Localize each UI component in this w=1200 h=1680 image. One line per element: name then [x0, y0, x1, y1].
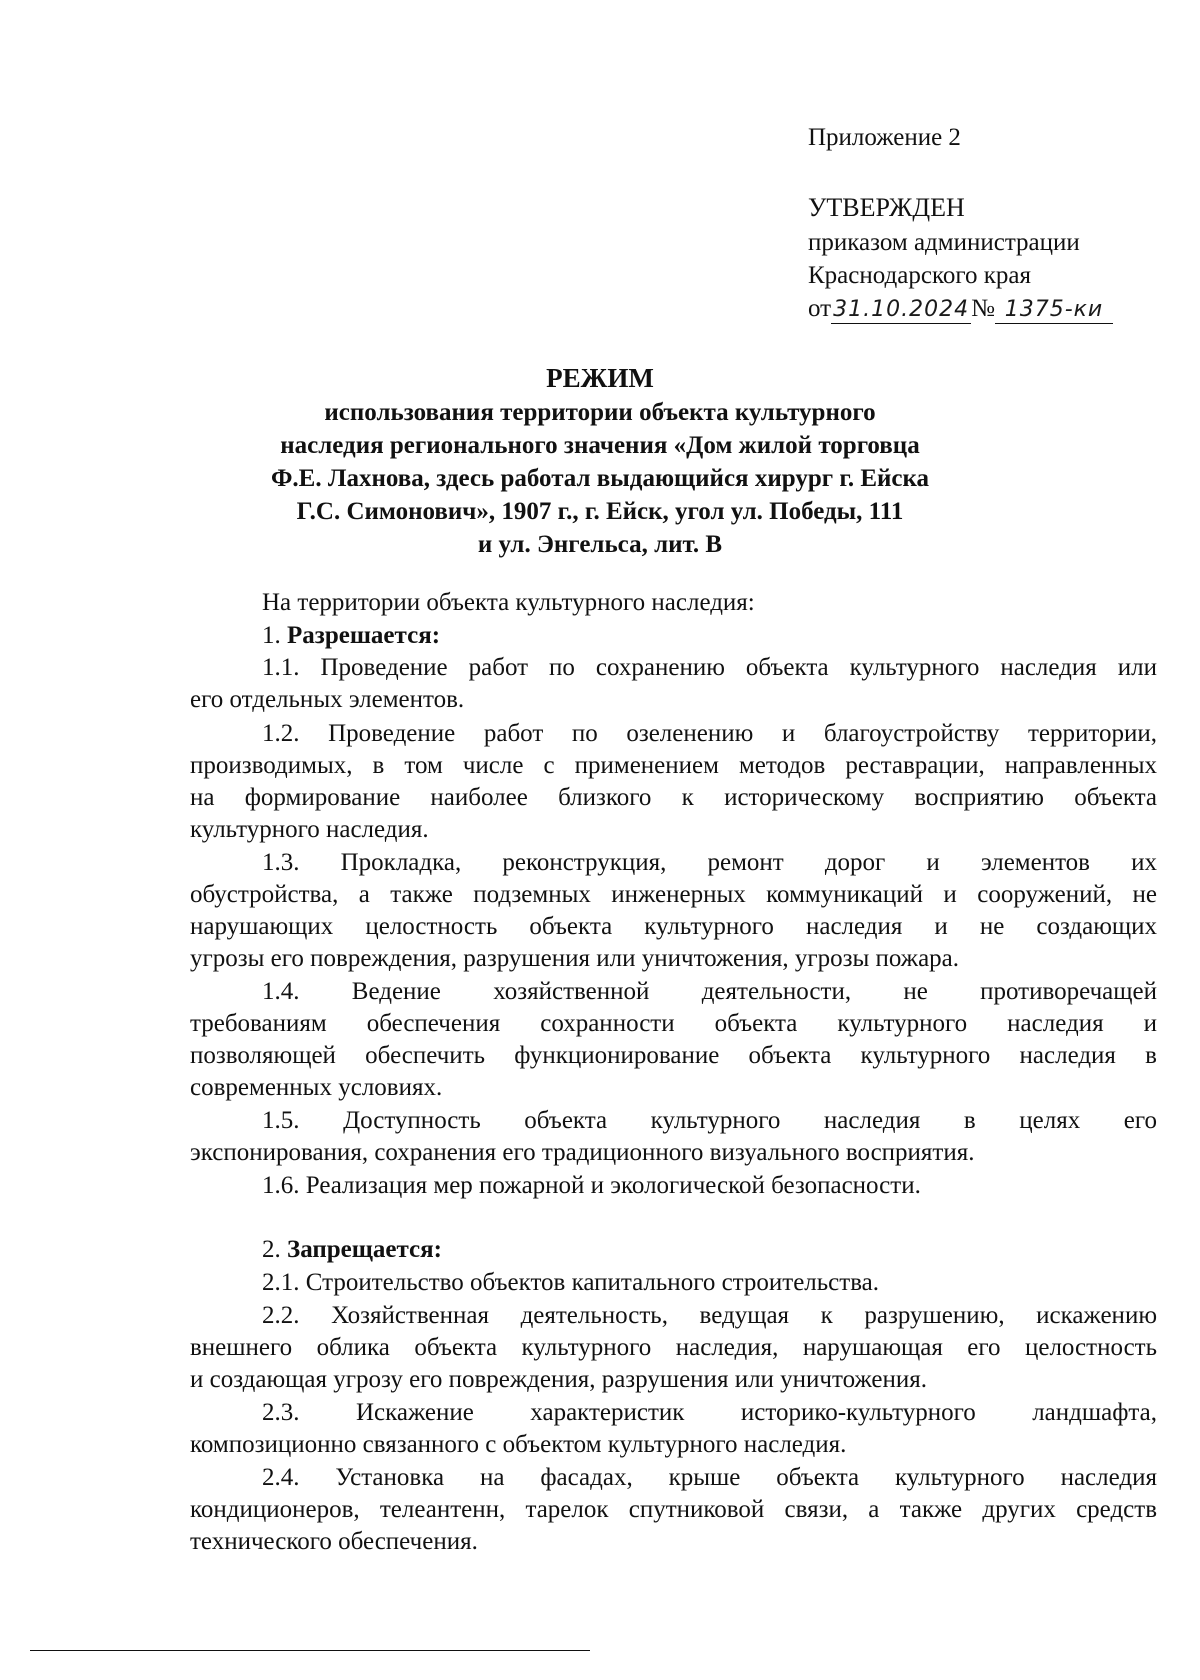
date-prefix: от [808, 295, 832, 322]
item-1-3-line-3: нарушающих целостность объекта культурного наследия и не создающих [190, 913, 1157, 940]
footer-divider [30, 1650, 590, 1651]
item-2-4-line-2: кондиционеров, телеантенн, тарелок спутниковой связи, а также других средств [190, 1496, 1157, 1523]
item-2-1: 2.1. Строительство объектов капитального строительства. [262, 1269, 880, 1296]
section-1-number: 1. [262, 622, 281, 649]
item-2-2-line-3: и создающая угрозу его повреждения, разрушения или уничтожения. [190, 1366, 928, 1393]
section-1-heading [262, 620, 1200, 652]
section-2-title: Запрещается: [287, 1236, 443, 1263]
title-line-5: и ул. Энгельса, лит. В [477, 531, 723, 558]
item-1-2-line-4: культурного наследия. [190, 816, 429, 843]
item-1-2-line-3: на формирование наиболее близкого к историческому восприятию объекта [190, 784, 1157, 811]
item-1-3-line-4: угрозы его повреждения, разрушения или уничтожения, угрозы пожара. [190, 945, 960, 972]
item-2-2-line-1: 2.2. Хозяйственная деятельность, ведущая к разрушению, искажению [262, 1302, 1157, 1329]
item-1-3-line-1: 1.3. Прокладка, реконструкция, ремонт дорог и элементов их [262, 849, 1157, 876]
title-line-1: использования территории объекта культурного [324, 399, 876, 426]
item-2-3-line-2: композиционно связанного с объектом культурного наследия. [190, 1431, 847, 1458]
title-line-3: Ф.Е. Лахнова, здесь работал выдающийся хирург г. Ейска [270, 465, 930, 492]
item-2-3-line-1: 2.3. Искажение характеристик историко-культурного ландшафта, [262, 1399, 1157, 1426]
item-1-1-line-2: его отдельных элементов. [190, 686, 465, 713]
item-1-1-line-1: 1.1. Проведение работ по сохранению объекта культурного наследия или [262, 654, 1157, 681]
item-2-4-line-3: технического обеспечения. [190, 1528, 478, 1555]
approved-label: УТВЕРЖДЕН [808, 193, 965, 222]
item-1-6: 1.6. Реализация мер пожарной и экологической безопасности. [262, 1172, 921, 1199]
title-line-2: наследия регионального значения «Дом жилой торговца [280, 432, 920, 459]
item-1-4-line-1: 1.4. Ведение хозяйственной деятельности, не противоречащей [262, 978, 1157, 1005]
section-1-title: Разрешается: [287, 622, 441, 649]
appendix-label: Приложение 2 [808, 124, 961, 151]
item-1-4-line-4: современных условиях. [190, 1074, 443, 1101]
order-date: 31.10.2024 [831, 297, 971, 324]
item-2-4-line-1: 2.4. Установка на фасадах, крыше объекта культурного наследия [262, 1464, 1157, 1491]
intro-text: На территории объекта культурного наследия: [262, 589, 755, 616]
item-1-2-line-1: 1.2. Проведение работ по озеленению и благоустройству территории, [262, 720, 1157, 747]
order-line-2: Краснодарского края [808, 262, 1031, 289]
section-2-number: 2. [262, 1236, 281, 1263]
item-1-5-line-2: экспонирования, сохранения его традиционного визуального восприятия. [190, 1139, 975, 1166]
title-line-4: Г.С. Симонович», 1907 г., г. Ейск, угол ул. Победы, 111 [296, 498, 904, 525]
order-date-number [808, 293, 1113, 325]
number-sign: № [971, 295, 995, 322]
item-1-3-line-2: обустройства, а также подземных инженерных коммуникаций и сооружений, не [190, 881, 1157, 908]
order-number: 1375-ки [995, 297, 1113, 324]
document-title: РЕЖИМ [546, 363, 654, 393]
item-1-4-line-3: позволяющей обеспечить функционирование объекта культурного наследия в [190, 1042, 1157, 1069]
item-1-4-line-2: требованиям обеспечения сохранности объекта культурного наследия и [190, 1010, 1157, 1037]
section-2-heading [262, 1234, 1200, 1266]
item-1-5-line-1: 1.5. Доступность объекта культурного наследия в целях его [262, 1107, 1157, 1134]
item-2-2-line-2: внешнего облика объекта культурного наследия, нарушающая его целостность [190, 1334, 1157, 1361]
order-line-1: приказом администрации [808, 229, 1080, 256]
item-1-2-line-2: производимых, в том числе с применением методов реставрации, направленных [190, 752, 1157, 779]
